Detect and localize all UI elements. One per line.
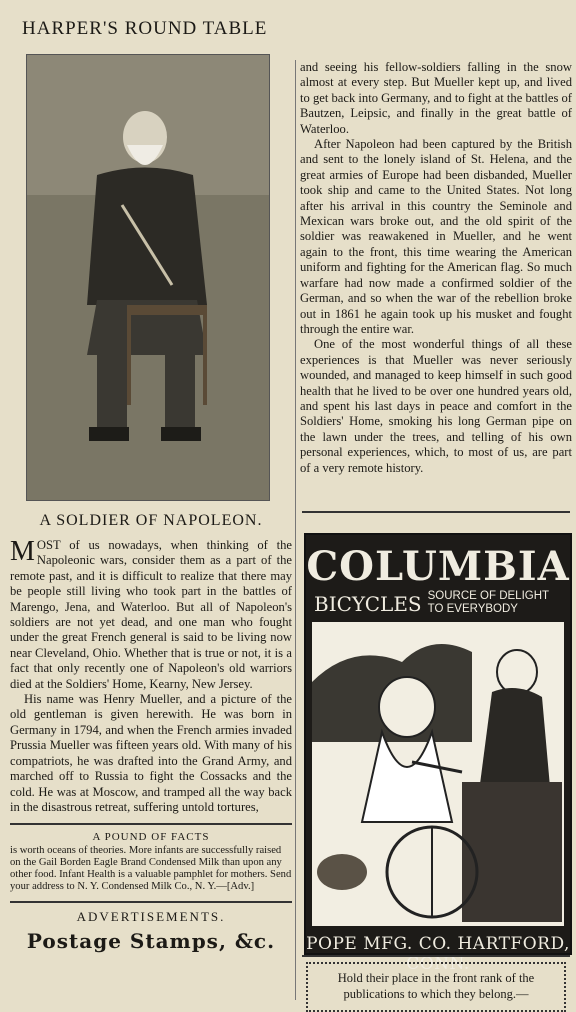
ad-brand: COLUMBIA — [306, 543, 570, 590]
section-rule-2 — [10, 901, 292, 903]
article-title: A SOLDIER OF NAPOLEON. — [39, 512, 263, 529]
ad-subheading — [306, 590, 570, 616]
facts-title: A POUND OF FACTS — [92, 831, 210, 844]
ad-footer: POPE MFG. CO. HARTFORD, CONN. — [306, 934, 570, 974]
right-column — [300, 60, 572, 476]
article-paragraph-5: One of the most wonderful things of all these experiences is that Mueller was never seriously wounded, and managed to keep himself in such good health that he lived to be over one hundred years old, and spent his last days in peace and comfort in the Soldiers' Home, smoking his long German pipe on the lawn under the trees, and telling of his own personal experiences, which, to most of us, are part of a very remote history. — [300, 337, 572, 475]
article-paragraph-1 — [10, 538, 292, 692]
postage-stamps-heading: Postage Stamps, &c. — [26, 929, 276, 954]
section-rule — [10, 823, 292, 825]
advertisements-heading: ADVERTISEMENTS. — [76, 909, 226, 925]
article-paragraph-3: and seeing his fellow-soldiers falling in the snow almost at every step. But Mueller kept up, and lived to get back into Germany, and to fight at the battles of Bautzen, Leipsic, and finally in the great battle of Waterloo. — [300, 60, 572, 136]
facts-body: is worth oceans of theories. More infants are successfully raised on the Gail Borden Eagle Brand Condensed Milk than upon any other food. Infant Health is a valuable pamphlet for mothers. Send your address to N. Y. Condensed Milk Co., N. Y.—[Adv.] — [10, 845, 292, 893]
ad-illustration — [312, 622, 564, 926]
columbia-bicycles-ad — [304, 533, 572, 974]
portrait-photo — [26, 54, 270, 501]
bicycle-illustration — [312, 622, 564, 926]
column-divider — [295, 60, 296, 1000]
left-column — [10, 508, 292, 953]
portrait-illustration — [27, 55, 269, 500]
ad-bicycles: BICYCLES — [314, 592, 422, 616]
article-paragraph-1-text: OST of us nowadays, when thinking of the Napoleonic wars, consider them as a part of the remote past, and it is difficult to realize that there may be people still living who took part in the battles of Marengo, Jena, and Waterloo. But all of Napoleon's soldiers are not yet dead, and one man who fought under the great French general is said to be living now near Cleveland, Ohio. Whether that is true or not, it is a fact that only recently one of Napoleon's old warriors died at the Soldiers' Home, Kearny, New Jersey. — [10, 538, 292, 691]
article-paragraph-2: His name was Henry Mueller, and a picture of the old gentleman is given herewith. He was born in Germany in 1794, and when the French armies invaded Prussia Mueller was fifteen years old. With many of his compatriots, he was drafted into the Grand Army, and marched off to Russia to fight the Cossacks and the cold. He was at Moscow, and tramped all the way back in the disastrous retreat, suffering untold tortures, — [10, 692, 292, 814]
drop-cap: M — [10, 536, 35, 567]
page-header: HARPER'S ROUND TABLE — [22, 18, 268, 39]
publication-notice: Hold their place in the front rank of the publications to which they belong.— — [306, 962, 566, 1012]
right-rule-2 — [302, 955, 570, 957]
article-paragraph-4: After Napoleon had been captured by the British and sent to the lonely island of St. Helena, and the great armies of Europe had been disbanded, Mueller took ship and came to the United States. Not long after his arrival in this country the Seminole and Mexican wars broke out, and the old spirit of the soldier was reawakened in Mueller, and he went again to the front, this time wearing the American uniform and fighting for the American flag. So much warfare had now made a confirmed soldier of the German, and so when the war of the rebellion broke out in 1861 he again took up his musket and fought through the entire war. — [300, 137, 572, 336]
ad-tagline: SOURCE OF DELIGHT TO EVERYBODY — [427, 590, 549, 615]
right-rule — [302, 511, 570, 513]
